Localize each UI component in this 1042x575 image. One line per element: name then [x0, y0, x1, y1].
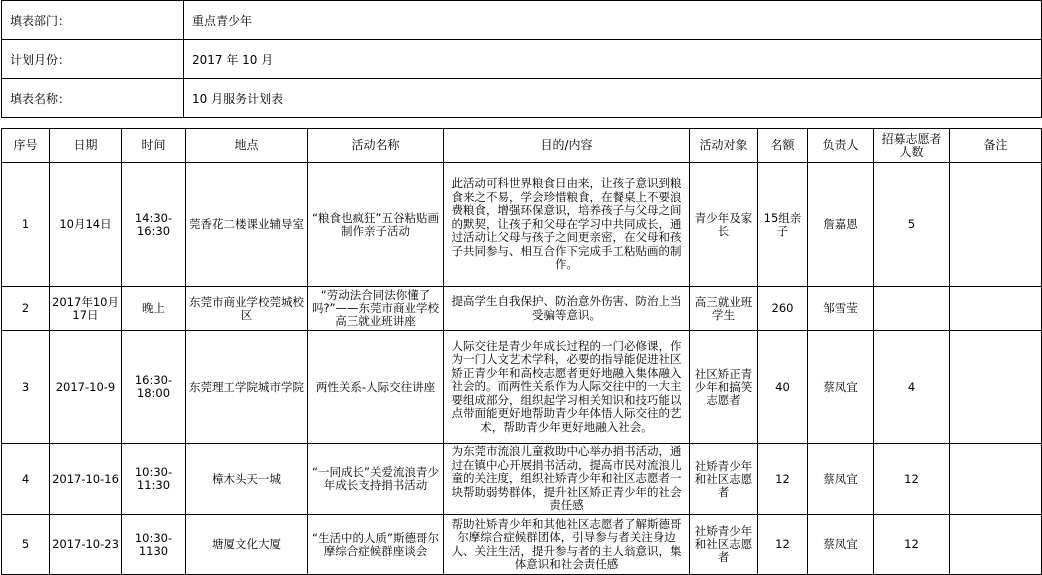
cell-content: 提高学生自我保护、防治意外伤害、防治上当受骗等意识。	[444, 287, 690, 331]
cell-name: “生活中的人质”斯德哥尔摩综合症候群座谈会	[308, 515, 444, 575]
cell-name: “粮食也疯狂”五谷粘贴画制作亲子活动	[308, 163, 444, 287]
cell-time: 16:30-18:00	[122, 331, 186, 444]
cell-date: 10月14日	[50, 163, 122, 287]
info-label: 填表名称：	[2, 79, 184, 118]
cell-owner: 蔡凤宜	[808, 331, 874, 444]
cell-volunteers: 12	[874, 444, 950, 515]
cell-content: 此活动可科世界粮食日由来，让孩子意识到粮食来之不易，学会珍惜粮食，在餐桌上不要浪费粮食，增强环保意识，培养孩子与父母之间的默契，让孩子和父母在学习中共同成长，通过活动让父母与孩子之间更亲密，在父母和孩子共同参与、相互合作下完成手工粘贴画的制作。	[444, 163, 690, 287]
info-label: 填表部门：	[2, 1, 184, 40]
column-header: 活动对象	[690, 129, 758, 163]
info-row	[2, 1, 1042, 40]
cell-place: 东莞市商业学校莞城校区	[186, 287, 308, 331]
cell-time: 晚上	[122, 287, 186, 331]
info-value: 10 月服务计划表	[184, 79, 1042, 118]
cell-date: 2017-10-23	[50, 515, 122, 575]
cell-note	[950, 515, 1042, 575]
cell-target: 社矫青少年和社区志愿者	[690, 515, 758, 575]
cell-content: 人际交往是青少年成长过程的一门必修课，作为一门人文艺术学科，必要的指导能促进社区矫正青少年和高校志愿者更好地融入集体融入社会的。而两性关系作为人际交往中的一大主要组成部分，组织起学习相关知识和技巧能以点带面能更好地帮助青少年体悟人际交往的艺术，帮助青少年更好地融入社会。	[444, 331, 690, 444]
cell-content: 为东莞市流浪儿童救助中心举办捐书活动，通过在镇中心开展捐书活动，提高市民对流浪儿童的关注度，组织社矫青少年和社区志愿者一块帮助弱势群体，提升社区矫正青少年的社会责任感	[444, 444, 690, 515]
column-header: 招募志愿者人数	[874, 129, 950, 163]
table-row	[2, 515, 1042, 575]
cell-owner: 蔡凤宜	[808, 515, 874, 575]
cell-owner: 邹雪莹	[808, 287, 874, 331]
cell-target: 青少年及家长	[690, 163, 758, 287]
cell-no: 2	[2, 287, 50, 331]
cell-volunteers	[874, 287, 950, 331]
cell-quota: 40	[758, 331, 808, 444]
cell-name: “劳动法合同法你懂了吗?”——东莞市商业学校高三就业班讲座	[308, 287, 444, 331]
cell-name: 两性关系-人际交往讲座	[308, 331, 444, 444]
cell-target: 社矫青少年和社区志愿者	[690, 444, 758, 515]
cell-place: 莞香花二楼课业辅导室	[186, 163, 308, 287]
table-row	[2, 163, 1042, 287]
cell-note	[950, 444, 1042, 515]
cell-quota: 12	[758, 515, 808, 575]
info-row	[2, 79, 1042, 118]
cell-no: 1	[2, 163, 50, 287]
column-header: 时间	[122, 129, 186, 163]
cell-volunteers: 5	[874, 163, 950, 287]
cell-place: 塘厦文化大厦	[186, 515, 308, 575]
plan-table	[1, 128, 1042, 575]
cell-note	[950, 287, 1042, 331]
column-header: 名额	[758, 129, 808, 163]
cell-quota: 12	[758, 444, 808, 515]
cell-owner: 蔡凤宜	[808, 444, 874, 515]
cell-name: “一同成长”关爱流浪青少年成长支持捐书活动	[308, 444, 444, 515]
info-row	[2, 40, 1042, 79]
cell-target: 社区矫正青少年和搞笑志愿者	[690, 331, 758, 444]
header-row	[2, 129, 1042, 163]
cell-volunteers: 12	[874, 515, 950, 575]
cell-no: 3	[2, 331, 50, 444]
cell-time: 10:30-1130	[122, 515, 186, 575]
cell-no: 5	[2, 515, 50, 575]
column-header: 活动名称	[308, 129, 444, 163]
cell-note	[950, 331, 1042, 444]
info-value: 2017 年 10 月	[184, 40, 1042, 79]
column-header: 备注	[950, 129, 1042, 163]
cell-date: 2017-10-9	[50, 331, 122, 444]
cell-place: 东莞理工学院城市学院	[186, 331, 308, 444]
cell-time: 14:30-16:30	[122, 163, 186, 287]
cell-owner: 詹嘉恩	[808, 163, 874, 287]
column-header: 日期	[50, 129, 122, 163]
cell-volunteers: 4	[874, 331, 950, 444]
cell-time: 10:30-11:30	[122, 444, 186, 515]
cell-no: 4	[2, 444, 50, 515]
info-table	[1, 0, 1042, 118]
info-value: 重点青少年	[184, 1, 1042, 40]
column-header: 序号	[2, 129, 50, 163]
column-header: 负责人	[808, 129, 874, 163]
table-row	[2, 444, 1042, 515]
cell-note	[950, 163, 1042, 287]
cell-place: 樟木头天一城	[186, 444, 308, 515]
column-header: 地点	[186, 129, 308, 163]
table-row	[2, 287, 1042, 331]
column-header: 目的/内容	[444, 129, 690, 163]
table-row	[2, 331, 1042, 444]
cell-date: 2017年10月17日	[50, 287, 122, 331]
cell-quota: 15组亲子	[758, 163, 808, 287]
cell-date: 2017-10-16	[50, 444, 122, 515]
cell-content: 帮助社矫青少年和其他社区志愿者了解斯德哥尔摩综合症候群团体，引导参与者关注身边人、关注生活，提升参与者的主人翁意识，集体意识和社会责任感	[444, 515, 690, 575]
cell-target: 高三就业班学生	[690, 287, 758, 331]
cell-quota: 260	[758, 287, 808, 331]
info-label: 计划月份：	[2, 40, 184, 79]
